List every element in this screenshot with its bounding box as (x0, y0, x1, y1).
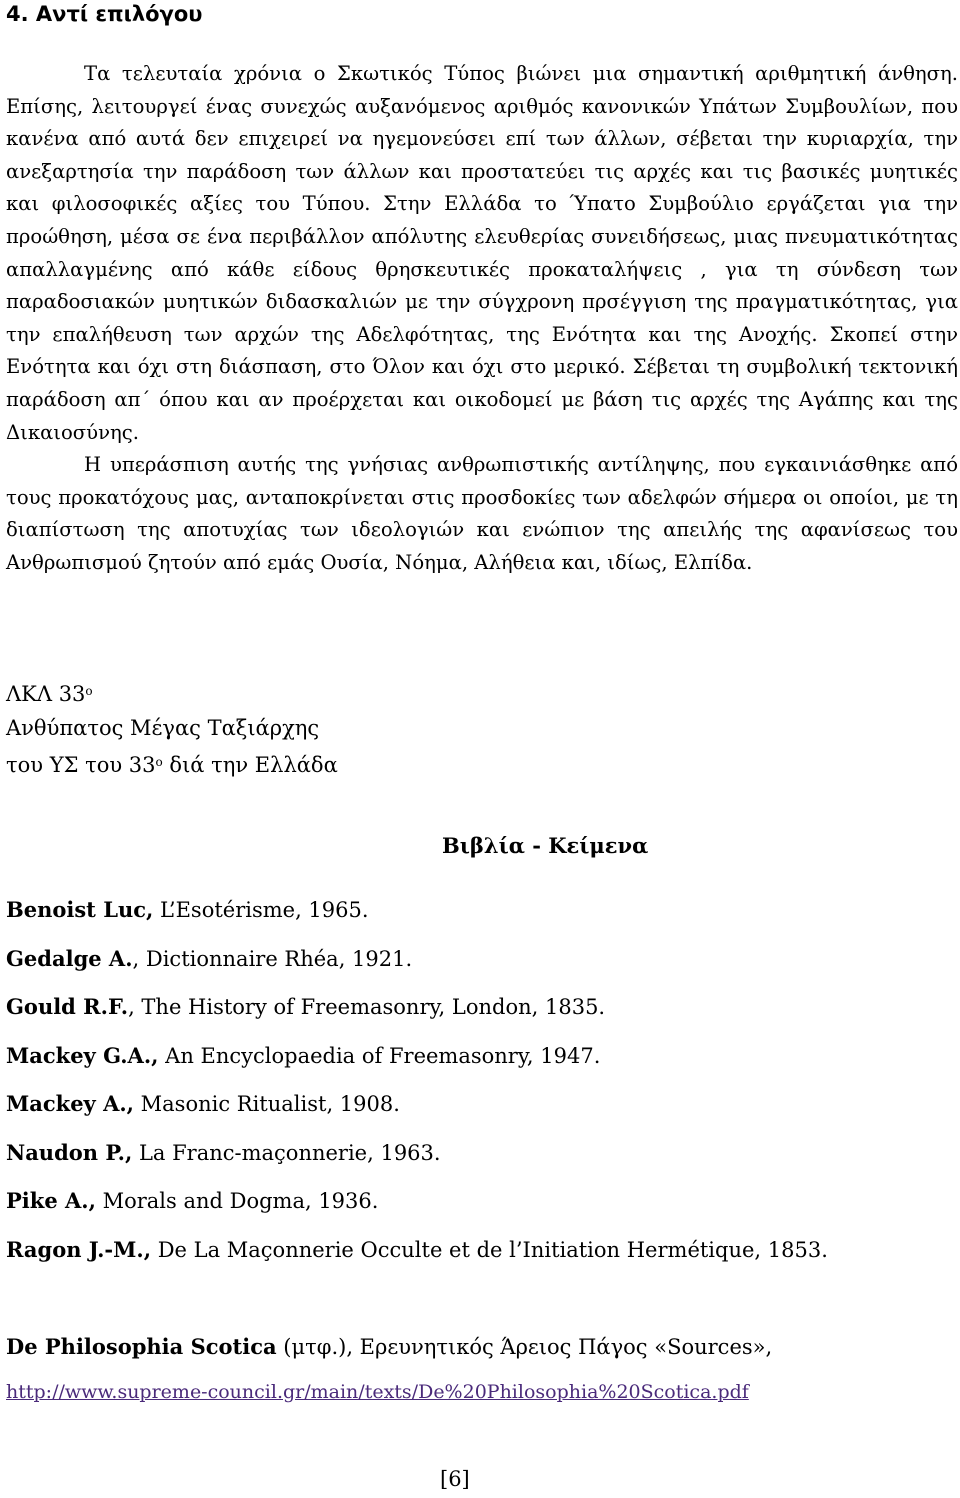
reference-details: (μτφ.), Ερευνητικός Άρειος Πάγος «Sources», (276, 1335, 773, 1359)
bib-entry: An Encyclopaedia of Freemasonry, 1947. (158, 1043, 601, 1068)
bib-entry: La Franc-maçonnerie, 1963. (132, 1140, 441, 1165)
bibliography-item (6, 1185, 828, 1234)
bib-author: Mackey G.A., (6, 1042, 159, 1068)
reference-entry (6, 1330, 772, 1364)
signature-block (6, 674, 338, 782)
bibliography-item (6, 1040, 828, 1089)
signature-line-3-sup: ο (155, 755, 163, 769)
reference-title: De Philosophia Scotica (6, 1334, 277, 1359)
bib-entry: Morals and Dogma, 1936. (95, 1189, 379, 1213)
bib-entry: , Dictionnaire Rhéa, 1921. (132, 946, 413, 971)
bibliography-item (6, 943, 828, 992)
bib-entry: Masonic Ritualist, 1908. (133, 1092, 400, 1116)
paragraph-1: Τα τελευταία χρόνια ο Σκωτικός Τύπος βιώνει μια σημαντική αριθμητική άνθηση. Επίσης, λειτουργεί ένας συνεχώς αυξανόμενος αριθμός κανονικών Υπάτων Συμβουλίων, που κανένα από αυτά δεν επιχειρεί να ηγεμονεύσει επί των άλλων, σέβεται την κυριαρχία, την ανεξαρτησία την παράδοση των άλλων και προστατεύει τις αρχές και τις βασικές μυητικές και φιλοσοφικές αξίες του Τύπου. Στην Ελλάδα το Ύπατο Συμβούλιο εργάζεται για την προώθηση, μέσα σε ένα περιβάλλον απόλυτης ελευθερίας συνειδήσεως, μιας πνευματικότητας απαλλαγμένης από κάθε είδους θρησκευτικές προκαταλήψεις , για τη σύνδεση των παραδοσιακών μυητικών διδασκαλιών με την σύγχρονη πρσέγγιση της πραγματικότητας, για την επαλήθευση των αρχών της Αδελφότητας, της Ενότητα και της Ανοχής. Σκοπεί στην Ενότητα και όχι στη διάσπαση, στο Όλον και όχι στο μερικό. Σέβεται τη συμβολική τεκτονική παράδοση απ΄ όπου και αν προέρχεται και οικοδομεί με βάση τις αρχές της Αγάπης και της Δικαιοσύνης. (6, 62, 958, 444)
bib-author: Gould R.F. (6, 994, 129, 1019)
section-heading: 4. Αντί επιλόγου (6, 2, 203, 26)
signature-degree-sup: ο (85, 684, 93, 698)
bib-author: Benoist Luc, (6, 897, 154, 922)
signature-line-3-post: διά την Ελλάδα (162, 753, 338, 777)
bib-entry: , The History of Freemasonry, London, 1835. (128, 995, 606, 1019)
bibliography-item (6, 1234, 828, 1283)
bib-author: Mackey A., (6, 1091, 134, 1116)
page-number: [6] (440, 1467, 470, 1491)
bib-author: Naudon P., (6, 1139, 133, 1165)
bib-entry: L’Esotérisme, 1965. (153, 898, 369, 922)
bibliography-item (6, 894, 828, 943)
bib-entry: De La Maçonnerie Occulte et de l’Initiation Hermétique, 1853. (151, 1237, 828, 1262)
reference-link[interactable]: http://www.supreme-council.gr/main/texts/De%20Philosophia%20Scotica.pdf (6, 1381, 749, 1403)
signature-line-2: Ανθύπατος Μέγας Ταξιάρχης (6, 716, 320, 740)
paragraph-2: Η υπεράσπιση αυτής της γνήσιας ανθρωπιστικής αντίληψης, που εγκαινιάσθηκε από τους προκατόχους μας, ανταποκρίνεται στις προσδοκίες των αδελφών σήμερα οι οποίοι, με τη διαπίστωση της αποτυχίας των ιδεολογιών και ενώπιον της απειλής της αφανίσεως του Ανθρωπισμού ζητούν από εμάς Ουσία, Νόημα, Αλήθεια και, ιδίως, Ελπίδα. (6, 453, 958, 574)
signature-line-3 (6, 745, 338, 782)
bib-author: Pike A., (6, 1188, 96, 1213)
bibliography-item (6, 1137, 828, 1186)
signature-line-1 (6, 674, 338, 711)
bibliography-item (6, 991, 828, 1040)
bibliography-list (6, 894, 828, 1282)
signature-line-3-pre: του ΥΣ του 33 (6, 753, 156, 777)
bib-author: Gedalge A. (6, 945, 133, 971)
bibliography-item (6, 1088, 828, 1137)
body-text (6, 58, 958, 580)
bib-author: Ragon J.-M., (6, 1236, 152, 1262)
bibliography-title: Βιβλία - Κείμενα (442, 833, 649, 858)
signature-degree: ΛΚΛ 33 (6, 682, 86, 706)
